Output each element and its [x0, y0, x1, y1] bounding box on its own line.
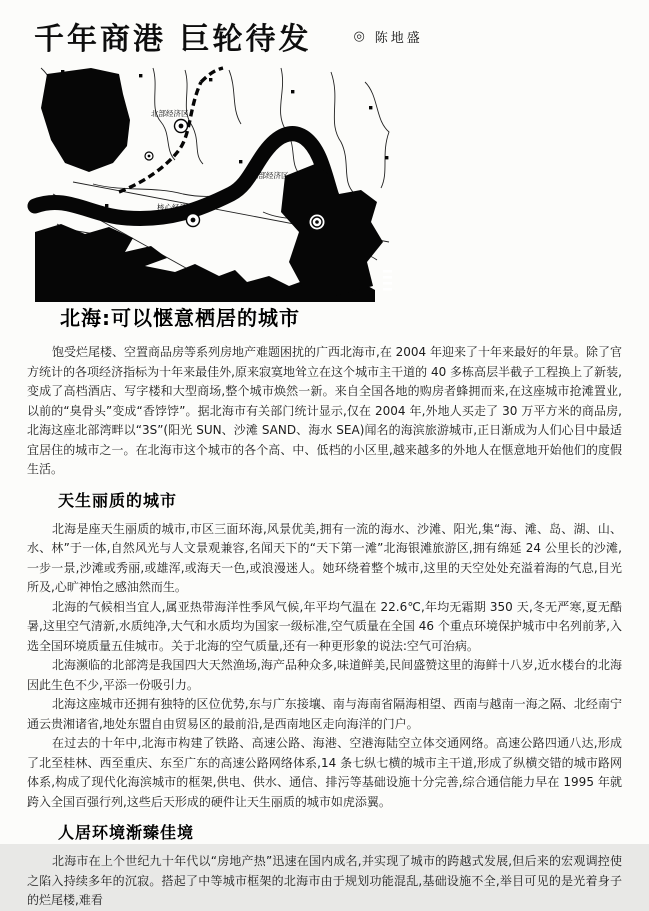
article-title: 千年商港 巨轮待发 — [34, 22, 312, 57]
paragraph: 北海的气候相当宜人,属亚热带海洋性季风气候,年平均气温在 22.6℃,年均无霜期 350 天,冬无严寒,夏无酷暑,这里空气清新,水质纯净,大气和水质均为国家一级标准,空气质量在全国 46 个重点环境保护城市中名列前茅,入选全国环境质量五佳城市。关于北海的空气质量,还有一种更形象的说法:空气可治病。 — [27, 599, 622, 653]
section-heading-liveable-city: 北海:可以惬意栖居的城市 — [60, 306, 300, 330]
section-heading-natural-beauty: 天生丽质的城市 — [58, 490, 178, 510]
map-label-east-zone: 东部经济区 — [251, 171, 289, 180]
paragraph: 在过去的十年中,北海市构建了铁路、高速公路、海港、空港海陆空立体交通网络。高速公路四通八达,形成了北至桂林、西至重庆、东至广东的高速公路网络体系,14 条七纵七横的城市主干道,形成了纵横交错的城市路网体系,构成了现代化海滨城市的框架,供电、供水、通信、排污等基础设施十分完善,综合通信能力早在 1995 年就跨入全国百强行列,这些后天形成的硬件让天生丽质的城市如虎添翼。 — [27, 736, 622, 809]
section-heading-living-environment: 人居环境渐臻佳境 — [58, 823, 195, 842]
author-mark-icon: ◎ — [353, 28, 365, 44]
map-label-core-zone: 核心经济区 — [157, 203, 195, 212]
map-railway — [119, 68, 223, 192]
city-map-illustration — [33, 64, 395, 304]
section-living-environment — [0, 823, 649, 911]
paragraph: 饱受烂尾楼、空置商品房等系列房地产难题困扰的广西北海市,在 2004 年迎来了十年来最好的年景。除了官方统计的各项经济指标为十年来最佳外,原来寂寞地耸立在这个城市主干道的 40 多栋高层半截子工程换上了新装,变成了高档酒店、写字楼和大型商场,整个城市焕然一新。来自全国各地的购房者蜂拥而来,在这座城市抢滩置业,以前的“臭骨头”变成“香饽饽”。据北海市有关部门统计显示,仅在 2004 年,外地人买走了 30 万平方米的商品房,北海这座北部湾畔以“3S”(阳光 SUN、沙滩 SAND、海水 SEA)闻名的海滨旅游城市,正日渐成为人们心目中最适宜居住的城市之一。在北海市这个城市的各个高、中、低档的小区里,越来越多的外地人在惬意地开始他们的度假生活。 — [27, 345, 622, 476]
article-header — [0, 0, 649, 58]
map-legend-marks — [383, 270, 392, 291]
paragraph: 北海是座天生丽质的城市,市区三面环海,风景优美,拥有一流的海水、沙滩、阳光,集“海、滩、岛、湖、山、水、林”于一体,自然风光与人文景观兼容,名闻天下的“天下第一滩”北海银滩旅游区,拥有绵延 24 公里长的沙滩,一步一景,沙滩或秀丽,或雄浑,或海天一色,或浪漫迷人。她环绕着整个城市,这里的天空处处充溢着海的气息,目光所及,心旷神怡之感油然而生。 — [27, 521, 622, 594]
paragraph: 北海市在上个世纪九十年代以“房地产热”迅速在国内成名,并实现了城市的跨越式发展,但后来的宏观调控使之陷入持续多年的沉寂。搭起了中等城市框架的北海市由于规划功能混乱,基础设施不全,举目可见的是光着身子的烂尾楼,难看 — [27, 854, 622, 907]
author-name: 陈地盛 — [374, 30, 423, 46]
city-map — [33, 64, 395, 304]
paragraph: 北海濒临的北部湾是我国四大天然渔场,海产品种众多,味道鲜美,民间盛赞这里的海鲜十八岁,近水楼台的北海因此生色不少,平添一份吸引力。 — [27, 658, 622, 692]
map-landmass-east — [281, 164, 383, 296]
section-natural-beauty — [0, 491, 649, 813]
map-landmass-northwest — [41, 68, 130, 172]
map-label-north-zone: 北部经济区 — [151, 109, 189, 118]
paragraph: 北海这座城市还拥有独特的区位优势,东与广东接壤、南与海南省隔海相望、西南与越南一海之隔、北经南宁通云贵湘诸省,地处东盟自由贸易区的最前沿,是西南地区走向海洋的门户。 — [27, 697, 622, 731]
section-liveable-city — [0, 306, 649, 480]
